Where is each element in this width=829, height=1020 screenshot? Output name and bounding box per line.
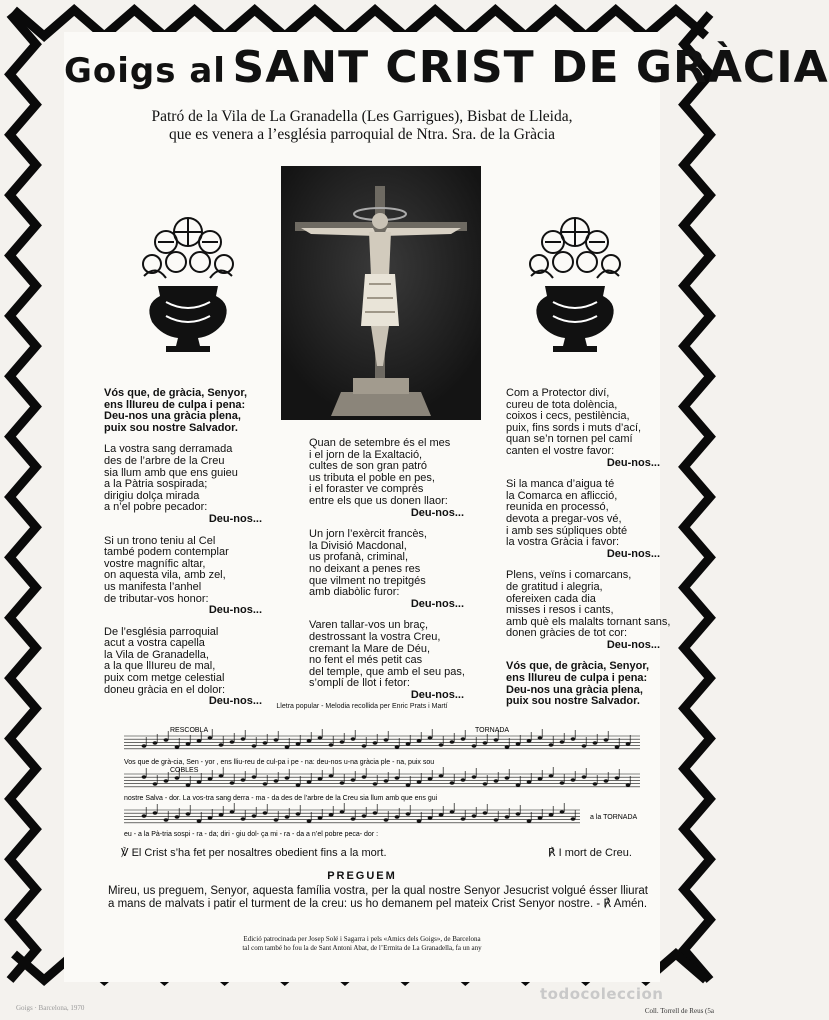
refrain-cue: Deu-nos... — [208, 695, 262, 708]
stanza — [309, 438, 464, 519]
verse-line: La vostra sang derramada — [104, 443, 233, 456]
verse-line: puix sou nostre Salvador. — [104, 421, 238, 434]
verse-line: i el foraster ve comprès — [309, 483, 424, 496]
music-note — [428, 816, 433, 819]
music-note — [483, 811, 488, 814]
verse-line: entre els que us donen llaor: — [309, 494, 448, 507]
refrain-cue: Deu-nos... — [410, 688, 464, 701]
verse-line: Vós que, de gràcia, Senyor, — [104, 387, 248, 399]
music-note — [395, 745, 400, 748]
music-note — [219, 813, 224, 816]
music-note — [241, 778, 246, 781]
verse-line: Deu-nos una gràcia plena, — [506, 683, 643, 696]
verse-line: Plens, veïns i comarcans, — [506, 569, 632, 582]
music-note — [516, 783, 521, 786]
music-note — [351, 737, 356, 740]
music-note — [340, 740, 345, 743]
verse-line: Vós que, de gràcia, Senyor, — [506, 660, 650, 673]
verse-line: acut a vostra capella — [104, 637, 205, 650]
verse-line: del temple, que amb el seu pas, — [309, 665, 465, 678]
music-note — [516, 812, 521, 815]
music-note — [439, 743, 444, 746]
music-note — [230, 781, 235, 784]
verse-line: Si la manca d’aigua té — [506, 478, 615, 491]
music-note — [428, 736, 433, 739]
music-note — [208, 736, 213, 739]
music-note — [340, 810, 345, 813]
lyrics-line-3: eu - a la Pà-tria sospi - ra - da; diri - giu dol- ça mi - ra - da a n’el pobre peca- dor : — [124, 831, 379, 838]
right-verse-column — [506, 387, 671, 718]
music-note — [384, 818, 389, 821]
music-note — [164, 779, 169, 782]
music-note — [296, 742, 301, 745]
verse-line: la Comarca en aflicció, — [506, 489, 618, 502]
music-note — [329, 774, 334, 777]
music-note — [527, 819, 532, 822]
music-note — [186, 742, 191, 745]
music-note — [274, 818, 279, 821]
music-note — [318, 777, 323, 780]
music-note — [307, 739, 312, 742]
music-note — [450, 781, 455, 784]
music-note — [472, 744, 477, 747]
music-note — [285, 815, 290, 818]
verse-line: s’omplí de llot i fetor: — [309, 677, 410, 690]
music-note — [296, 783, 301, 786]
verse-line: ofereixen cada dia — [506, 592, 596, 605]
music-note — [560, 810, 565, 813]
music-note — [307, 780, 312, 783]
music-note — [351, 778, 356, 781]
music-note — [384, 779, 389, 782]
music-note — [604, 779, 609, 782]
title-main: SANT CRIST DE GRÀCIA — [232, 42, 829, 93]
music-note — [571, 737, 576, 740]
verse-line: reunida en processó, — [506, 501, 609, 514]
verse-line: puix sou nostre Salvador. — [506, 695, 640, 708]
music-note — [373, 811, 378, 814]
refrain-cue: Deu-nos... — [208, 512, 262, 525]
prayer-text: Mireu, us preguem, Senyor, aquesta família vostra, per la qual nostre Senyor Jesucrist volgué ésser lliurat a mans de malvats i patir el turment de la creu: us ho demanem pel mateix Crist Senyor nostre. - ℟ Amén. — [108, 885, 648, 910]
music-note — [362, 814, 367, 817]
music-note — [197, 739, 202, 742]
verse-line: Si un trono teniu al Cel — [104, 534, 216, 547]
crucifix-icon — [281, 166, 481, 420]
music-note — [560, 740, 565, 743]
music-note — [153, 741, 158, 744]
verse-line: cremant la Mare de Déu, — [309, 642, 431, 655]
verse-line: a la que llIureu de mal, — [104, 660, 216, 673]
verse-line: Quan de setembre és el mes — [309, 437, 451, 449]
stanza — [104, 444, 262, 525]
music-note — [197, 780, 202, 783]
music-note — [252, 775, 257, 778]
stanza — [309, 620, 464, 701]
music-note — [417, 819, 422, 822]
middle-verse-column — [309, 438, 464, 711]
stanza — [506, 388, 660, 469]
stanza — [104, 536, 262, 617]
verse-line: des de l’arbre de la Creu — [104, 454, 225, 467]
music-note — [615, 776, 620, 779]
music-note — [153, 811, 158, 814]
music-note — [461, 817, 466, 820]
music-note — [219, 774, 224, 777]
verse-line: devota a pregar-vos vé, — [506, 512, 622, 525]
stanza — [506, 479, 660, 560]
music-note — [439, 774, 444, 777]
verse-line: Varen tallar-vos un braç, — [309, 619, 429, 632]
crucifix-photo — [281, 166, 481, 420]
music-note — [274, 738, 279, 741]
edition-line-1: Edició patrocinada per Josep Solé i Sagarra i pels «Amics dels Goigs», de Barcelona — [243, 935, 481, 943]
label-rescobla: RESCOBLA — [170, 727, 209, 734]
music-note — [296, 812, 301, 815]
zigzag-segment — [10, 14, 36, 980]
music-note — [571, 817, 576, 820]
verse-line: Com a Protector diví, — [506, 387, 610, 399]
music-note — [186, 812, 191, 815]
music-note — [274, 779, 279, 782]
music-note — [318, 816, 323, 819]
verse-line: quan se’n tornen pel camí — [506, 433, 633, 446]
music-note — [406, 783, 411, 786]
verse-line: també podem contemplar — [104, 546, 229, 559]
music-note — [593, 741, 598, 744]
music-note — [626, 783, 631, 786]
music-score — [120, 720, 650, 840]
verse-line: que vilment no trepitgés — [309, 574, 426, 587]
music-note — [549, 813, 554, 816]
stanza — [309, 529, 464, 610]
music-note — [318, 736, 323, 739]
music-note — [483, 741, 488, 744]
verse-line: Un jorn l’exèrcit francès, — [309, 528, 427, 541]
stanza — [104, 627, 262, 708]
music-note — [208, 777, 213, 780]
verse-line: sia llum amb que ens guieu — [104, 466, 238, 479]
music-note — [263, 782, 268, 785]
verse-line: us manifesta l’anhel — [104, 580, 202, 593]
music-note — [406, 742, 411, 745]
refrain-cue: Deu-nos... — [410, 506, 464, 519]
verse-line: us tributa el poble en pes, — [309, 471, 435, 484]
stanza — [104, 388, 262, 434]
music-note — [560, 781, 565, 784]
music-note — [582, 775, 587, 778]
music-note — [505, 745, 510, 748]
music-note — [428, 777, 433, 780]
music-note — [538, 816, 543, 819]
music-note — [582, 744, 587, 747]
refrain-cue: Deu-nos... — [606, 638, 660, 651]
verse-line: a la Pàtria sospirada; — [104, 478, 208, 491]
versicle: ℣ El Crist s’ha fet per nosaltres obedient fins a la mort. — [121, 847, 387, 859]
music-note — [571, 778, 576, 781]
verse-line: misses i resos i cants, — [506, 604, 614, 617]
verse-line: no fent el més petit cas — [309, 654, 423, 667]
verse-line: us profanà, criminal, — [309, 551, 409, 564]
music-note — [549, 743, 554, 746]
music-note — [153, 782, 158, 785]
music-note — [142, 814, 147, 817]
music-note — [626, 742, 631, 745]
verse-line: i amb ses súpliques obté — [506, 524, 628, 537]
music-note — [538, 777, 543, 780]
music-note — [329, 743, 334, 746]
verse-line: vostre magnífic altar, — [104, 557, 206, 570]
label-cobles: COBLES — [170, 767, 199, 774]
page-title — [64, 42, 829, 93]
music-note — [329, 813, 334, 816]
music-note — [615, 745, 620, 748]
refrain-cue: Deu-nos... — [208, 604, 262, 617]
music-note — [164, 818, 169, 821]
music-note — [175, 776, 180, 779]
music-note — [527, 780, 532, 783]
music-note — [175, 745, 180, 748]
music-note — [208, 816, 213, 819]
verse-line: canten el vostre favor: — [506, 444, 615, 457]
music-note — [395, 776, 400, 779]
music-note — [197, 819, 202, 822]
verse-line: amb diabòlic furor: — [309, 586, 400, 599]
music-note — [472, 814, 477, 817]
footer-right: Coll. Torrell de Reus (5a — [644, 1007, 714, 1015]
music-note — [549, 774, 554, 777]
music-note — [373, 741, 378, 744]
music-note — [439, 813, 444, 816]
verse-line: puix, fins sords i muts d’ací, — [506, 421, 642, 434]
verse-line: cureu de tota dolència, — [506, 398, 618, 411]
verse-line: puix com metge celestial — [104, 672, 225, 685]
verse-line: de tributar-vos honor: — [104, 592, 209, 605]
music-note — [285, 745, 290, 748]
music-note — [230, 740, 235, 743]
music-note — [417, 780, 422, 783]
music-note — [351, 817, 356, 820]
music-note — [362, 744, 367, 747]
music-note — [186, 783, 191, 786]
verse-line: ens llIureu de culpa i pena: — [506, 672, 648, 685]
music-note — [494, 738, 499, 741]
preguem-title: PREGUEM — [327, 870, 397, 882]
music-note — [142, 744, 147, 747]
label-tornada: TORNADA — [475, 727, 510, 734]
music-note — [241, 817, 246, 820]
flower-vase-left-icon — [136, 204, 240, 354]
music-note — [450, 810, 455, 813]
zigzag-segment — [684, 14, 710, 980]
music-note — [142, 775, 147, 778]
music-note — [538, 736, 543, 739]
music-note — [241, 737, 246, 740]
music-note — [483, 782, 488, 785]
music-note — [285, 776, 290, 779]
music-note — [263, 811, 268, 814]
music-note — [505, 815, 510, 818]
subtitle-line-2: que es venera a l’església parroquial de Ntra. Sra. de la Gràcia — [168, 126, 556, 143]
music-note — [362, 775, 367, 778]
refrain-cue: Deu-nos... — [410, 597, 464, 610]
refrain-cue: Deu-nos... — [606, 547, 660, 560]
verse-line: amb què els malalts tornant sans, — [506, 615, 671, 628]
verse-line: la Divisió Macdonal, — [309, 539, 407, 552]
music-note — [593, 782, 598, 785]
music-note — [505, 776, 510, 779]
verse-line: destrossant la vostra Creu, — [309, 630, 441, 643]
music-note — [527, 739, 532, 742]
verse-line: i el jorn de la Exaltació, — [309, 448, 423, 461]
verse-line: la vostra Gràcia i favor: — [506, 536, 620, 549]
music-note — [175, 815, 180, 818]
verse-line: cultes de son gran patró — [309, 460, 428, 473]
verse-line: donen gràcies de tot cor: — [506, 627, 628, 640]
verse-line: ens llIureu de culpa i pena: — [104, 398, 246, 411]
verse-line: de gratitud i alegria, — [506, 580, 603, 593]
music-note — [384, 738, 389, 741]
music-note — [252, 814, 257, 817]
verse-line: De l’església parroquial — [104, 625, 219, 638]
music-note — [307, 819, 312, 822]
music-note — [494, 779, 499, 782]
refrain-cue: Deu-nos... — [606, 456, 660, 469]
music-note — [472, 775, 477, 778]
stanza — [506, 661, 660, 707]
verse-line: Deu-nos una gràcia plena, — [104, 410, 241, 423]
footer-left: Goigs · Barcelona, 1970 — [16, 1004, 85, 1012]
edition-note — [64, 935, 660, 952]
music-note — [461, 778, 466, 781]
verse-line: dirigiu dolça mirada — [104, 489, 200, 502]
watermark: todocoleccion — [540, 985, 664, 1003]
subtitle-line-1: Patró de la Vila de La Granadella (Les Garrigues), Bisbat de Lleida, — [151, 108, 573, 125]
music-note — [417, 739, 422, 742]
verse-line: a n’el pobre pecador: — [104, 501, 208, 514]
verse-line: no deixant a penes res — [309, 562, 421, 575]
music-note — [494, 818, 499, 821]
lyrics-line-2: nostre Salva - dor. La vos-tra sang derra - ma - da des de l’arbre de la Creu sia llum amb que ens gui — [124, 795, 438, 802]
flower-vase-right-icon — [523, 204, 627, 354]
music-note — [516, 742, 521, 745]
verse-line: on aquesta vila, amb zel, — [104, 569, 226, 582]
music-note — [604, 738, 609, 741]
music-note — [252, 744, 257, 747]
music-note — [340, 781, 345, 784]
music-note — [263, 741, 268, 744]
music-note — [395, 815, 400, 818]
music-note — [230, 810, 235, 813]
music-note — [450, 740, 455, 743]
music-note — [219, 743, 224, 746]
music-note — [461, 737, 466, 740]
response: ℟ I mort de Creu. — [548, 847, 632, 859]
verse-line: la Vila de Granadella, — [104, 648, 209, 661]
label-a-la-tornada: a la TORNADA — [590, 814, 638, 821]
left-verse-column — [104, 388, 262, 718]
music-note — [164, 738, 169, 741]
edition-line-2: tal com també ho fou la de Sant Antoni Abat, de l’Ermita de La Granadella, fa un any — [242, 943, 482, 952]
lyrics-line-1: Vos que de grà-cia, Sen - yor , ens lliu-reu de cul-pa i pe - na: deu-nos u-na gràcia ple - na, puix sou — [124, 759, 435, 766]
music-note — [406, 812, 411, 815]
stanza — [506, 569, 671, 651]
title-prefix: Goigs al — [64, 51, 226, 91]
credit-line: Lletra popular - Melodia recollida per Enric Prats i Martí — [276, 703, 448, 710]
music-note — [373, 782, 378, 785]
verse-line: doneu gràcia en el dolor: — [104, 683, 226, 696]
verse-line: coixos i cecs, pestilència, — [506, 410, 630, 423]
